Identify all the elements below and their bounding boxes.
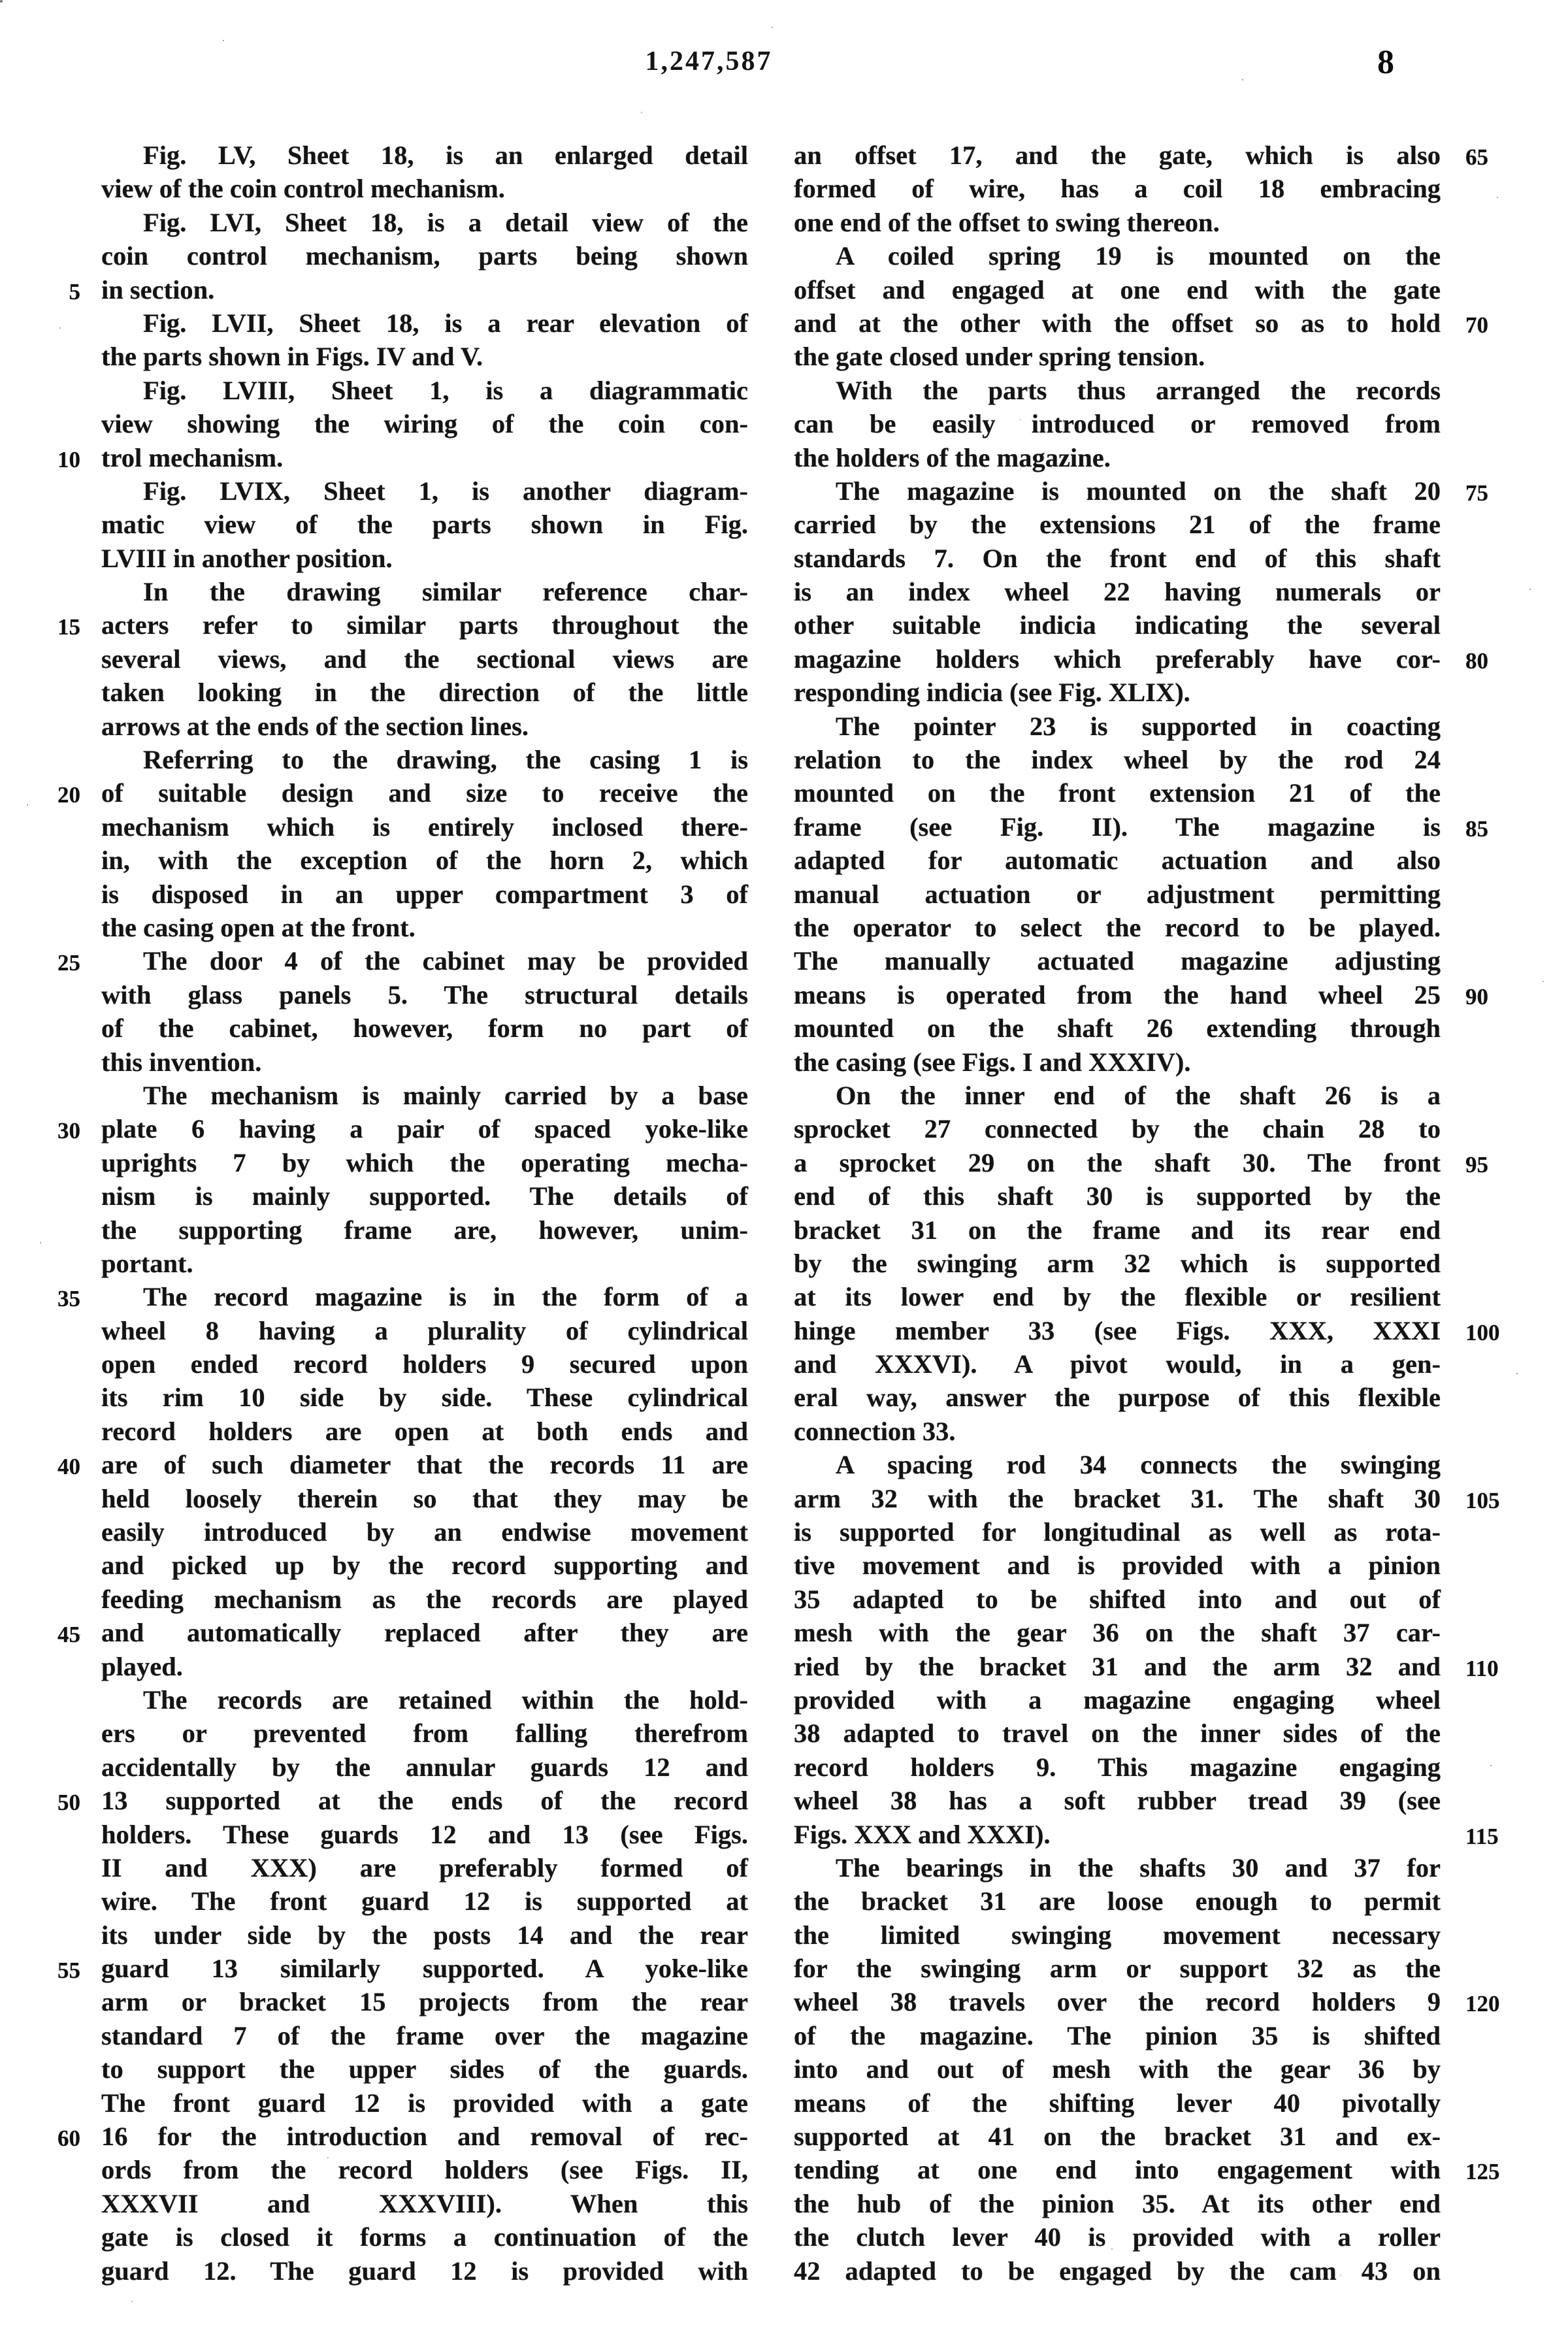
text-line	[794, 878, 1441, 911]
line-text: acters refer to similar parts throughout the	[101, 610, 748, 640]
line-text: easily introduced by an endwise movement	[101, 1517, 748, 1547]
text-line	[101, 2052, 748, 2086]
text-line	[101, 1583, 748, 1616]
line-text: The mechanism is mainly carried by a base	[143, 1080, 748, 1110]
text-line	[101, 743, 748, 776]
text-line	[101, 1314, 748, 1347]
text-line	[101, 1381, 748, 1414]
text-line	[794, 1146, 1488, 1179]
line-text: The records are retained within the hold-	[143, 1685, 748, 1715]
text-line	[57, 608, 748, 642]
line-number: 10	[57, 446, 80, 472]
line-text: ords from the record holders (see Figs. II,	[101, 2155, 748, 2185]
left-text-column	[57, 139, 748, 2288]
line-text: XXXVII and XXXVIII). When this	[101, 2188, 748, 2218]
line-text: guard 12. The guard 12 is provided with	[101, 2256, 748, 2286]
line-text: is supported for longitudinal as well as rota-	[794, 1517, 1441, 1547]
text-line	[57, 1784, 748, 1817]
line-text: The magazine is mounted on the shaft 20	[836, 476, 1441, 506]
text-line	[101, 1650, 748, 1683]
text-line	[794, 2120, 1441, 2153]
line-text: portant.	[101, 1248, 193, 1278]
text-line	[101, 508, 748, 541]
line-text: trol mechanism.	[101, 442, 284, 472]
text-line	[101, 1818, 748, 1851]
text-line	[794, 911, 1441, 944]
line-number: 80	[1465, 648, 1488, 674]
text-line	[101, 1918, 748, 1952]
text-line	[794, 1448, 1441, 1481]
text-line	[101, 575, 748, 608]
line-text: Referring to the drawing, the casing 1 is	[143, 745, 748, 775]
line-text: in section.	[101, 274, 215, 304]
line-text: The pointer 23 is supported in coacting	[836, 711, 1441, 741]
text-line	[794, 1415, 1441, 1448]
text-line	[69, 273, 748, 306]
line-text: record holders are open at both ends and	[101, 1416, 748, 1446]
line-text: wheel 38 has a soft rubber tread 39 (see	[794, 1786, 1441, 1816]
text-line	[794, 1851, 1441, 1884]
text-line	[101, 1985, 748, 2018]
text-line	[794, 2254, 1441, 2288]
text-line	[794, 340, 1441, 373]
line-text: ried by the bracket 31 and the arm 32 and	[794, 1651, 1441, 1681]
line-text: LVIII in another position.	[101, 543, 393, 573]
text-line	[101, 206, 748, 239]
line-number: 115	[1465, 1823, 1499, 1849]
text-line	[794, 306, 1488, 340]
text-line	[101, 1146, 748, 1179]
text-line	[57, 2120, 748, 2153]
line-text: is an index wheel 22 having numerals or	[794, 577, 1441, 607]
text-line	[794, 1818, 1499, 1851]
line-number: 110	[1465, 1655, 1499, 1681]
text-line	[794, 1381, 1441, 1414]
line-text: the hub of the pinion 35. At its other end	[794, 2188, 1441, 2218]
text-line	[794, 575, 1441, 608]
line-text: The record magazine is in the form of a	[143, 1282, 748, 1312]
line-text: guard 13 similarly supported. A yoke-like	[101, 1954, 748, 1984]
line-text: is disposed in an upper compartment 3 of	[101, 879, 748, 909]
text-line	[101, 642, 748, 676]
text-line	[101, 1011, 748, 1045]
line-text: at its lower end by the flexible or resilient	[794, 1282, 1441, 1312]
text-line	[101, 374, 748, 407]
line-text: mesh with the gear 36 on the shaft 37 car-	[794, 1618, 1441, 1648]
text-line	[57, 1280, 748, 1313]
text-line	[794, 508, 1441, 541]
text-line	[794, 944, 1441, 978]
line-text: of suitable design and size to receive the	[101, 778, 748, 808]
text-line	[794, 642, 1488, 676]
text-line	[101, 2187, 748, 2220]
text-line	[101, 878, 748, 911]
line-number: 15	[57, 614, 80, 640]
line-number: 50	[57, 1790, 80, 1816]
line-text: played.	[101, 1651, 183, 1681]
line-text: With the parts thus arranged the records	[836, 375, 1441, 405]
text-line	[794, 776, 1441, 810]
line-text: supported at 41 on the bracket 31 and ex-	[794, 2122, 1441, 2152]
line-text: the casing (see Figs. I and XXXIV).	[794, 1047, 1191, 1077]
text-line	[794, 474, 1488, 508]
line-text: frame (see Fig. II). The magazine is	[794, 812, 1441, 842]
text-line	[794, 1179, 1441, 1213]
line-number: 55	[57, 1958, 80, 1984]
text-line	[794, 1750, 1441, 1784]
line-text: formed of wire, has a coil 18 embracing	[794, 174, 1441, 204]
text-line	[101, 542, 748, 575]
line-text: eral way, answer the purpose of this flexible	[794, 1383, 1441, 1413]
text-line	[101, 1851, 748, 1884]
text-line	[57, 1112, 748, 1145]
line-text: and at the other with the offset so as to hold	[794, 308, 1441, 338]
line-text: Fig. LVIX, Sheet 1, is another diagram-	[143, 476, 748, 506]
line-number: 25	[57, 950, 80, 976]
text-line	[794, 844, 1441, 877]
text-line	[101, 1247, 748, 1280]
line-text: accidentally by the annular guards 12 and	[101, 1752, 748, 1782]
line-text: of the cabinet, however, form no part of	[101, 1013, 748, 1044]
text-line	[101, 139, 748, 172]
text-line	[101, 810, 748, 844]
line-text: means is operated from the hand wheel 25	[794, 979, 1441, 1010]
text-line	[101, 407, 748, 440]
line-text: provided with a magazine engaging wheel	[794, 1685, 1441, 1715]
line-text: magazine holders which preferably have cor-	[794, 644, 1441, 674]
line-text: wire. The front guard 12 is supported at	[101, 1886, 748, 1916]
line-text: gate is closed it forms a continuation of the	[101, 2222, 748, 2252]
line-text: means of the shifting lever 40 pivotally	[794, 2088, 1441, 2118]
text-line	[57, 441, 748, 474]
line-text: by the swinging arm 32 which is supported	[794, 1248, 1441, 1278]
line-text: coin control mechanism, parts being shown	[101, 241, 748, 271]
text-line	[101, 239, 748, 272]
line-text: wheel 38 travels over the record holders 9	[794, 1987, 1441, 2017]
line-text: In the drawing similar reference char-	[143, 577, 748, 607]
text-line	[794, 1952, 1441, 1985]
line-number: 125	[1465, 2159, 1500, 2185]
line-text: Fig. LVIII, Sheet 1, is a diagrammatic	[143, 375, 748, 405]
line-text: open ended record holders 9 secured upon	[101, 1349, 748, 1379]
line-text: bracket 31 on the frame and its rear end	[794, 1215, 1441, 1245]
text-line	[101, 1750, 748, 1784]
line-text: On the inner end of the shaft 26 is a	[836, 1080, 1441, 1110]
line-text: carried by the extensions 21 of the frame	[794, 510, 1441, 540]
line-text: feeding mechanism as the records are played	[101, 1584, 748, 1614]
text-line	[794, 273, 1441, 306]
text-line	[101, 1347, 748, 1381]
text-line	[101, 676, 748, 709]
line-text: can be easily introduced or removed from	[794, 409, 1441, 439]
text-line	[794, 978, 1488, 1011]
line-number: 105	[1465, 1487, 1500, 1513]
text-line	[794, 810, 1488, 844]
text-line	[794, 1784, 1441, 1817]
text-line	[101, 1213, 748, 1247]
line-text: hinge member 33 (see Figs. XXX, XXXI	[794, 1315, 1441, 1345]
line-text: the holders of the magazine.	[794, 442, 1111, 472]
text-line	[57, 1616, 748, 1649]
line-text: uprights 7 by which the operating mecha-	[101, 1147, 748, 1177]
line-text: II and XXX) are preferably formed of	[101, 1852, 748, 1882]
text-line	[794, 1079, 1441, 1112]
text-line	[101, 340, 748, 373]
text-line	[101, 306, 748, 340]
text-line	[794, 172, 1441, 205]
line-text: responding indicia (see Fig. XLIX).	[794, 678, 1190, 708]
line-text: the parts shown in Figs. IV and V.	[101, 342, 483, 372]
text-line	[101, 1415, 748, 1448]
line-number: 30	[57, 1118, 80, 1144]
text-line	[794, 710, 1441, 743]
page-number: 8	[1377, 44, 1394, 81]
line-number: 70	[1465, 312, 1488, 338]
line-number: 120	[1465, 1991, 1500, 2017]
line-number: 35	[57, 1286, 80, 1312]
line-number: 100	[1465, 1319, 1500, 1345]
line-text: this invention.	[101, 1047, 262, 1077]
text-line	[794, 374, 1441, 407]
line-number: 5	[69, 278, 80, 304]
line-text: to support the upper sides of the guards.	[101, 2054, 748, 2084]
line-text: the casing open at the front.	[101, 912, 416, 942]
patent-number: 1,247,587	[645, 46, 773, 76]
line-text: The bearings in the shafts 30 and 37 for	[836, 1852, 1441, 1882]
text-line	[794, 2220, 1441, 2254]
text-line	[794, 2187, 1441, 2220]
line-text: manual actuation or adjustment permitting	[794, 879, 1441, 909]
line-text: 35 adapted to be shifted into and out of	[794, 1584, 1441, 1614]
text-line	[794, 2086, 1441, 2120]
line-text: plate 6 having a pair of spaced yoke-like	[101, 1114, 748, 1144]
text-line	[101, 474, 748, 508]
line-text: ers or prevented from falling therefrom	[101, 1718, 748, 1749]
text-line	[794, 1213, 1441, 1247]
text-line	[57, 1952, 748, 1985]
text-line	[101, 1482, 748, 1515]
text-line	[101, 2153, 748, 2186]
line-number: 40	[57, 1454, 80, 1480]
line-text: its rim 10 side by side. These cylindrical	[101, 1383, 748, 1413]
text-line	[794, 1247, 1441, 1280]
line-text: Figs. XXX and XXXI).	[794, 1819, 1051, 1849]
line-text: the gate closed under spring tension.	[794, 342, 1205, 372]
line-text: Fig. LVI, Sheet 18, is a detail view of the	[143, 207, 748, 237]
line-text: relation to the index wheel by the rod 24	[794, 745, 1441, 775]
line-text: standards 7. On the front end of this shaft	[794, 543, 1441, 573]
line-number: 95	[1465, 1151, 1488, 1177]
line-text: into and out of mesh with the gear 36 by	[794, 2054, 1441, 2084]
line-text: mechanism which is entirely inclosed there-	[101, 812, 748, 842]
text-line	[794, 1112, 1441, 1145]
text-line	[794, 676, 1441, 709]
line-text: in, with the exception of the horn 2, which	[101, 846, 748, 876]
line-text: mounted on the shaft 26 extending through	[794, 1013, 1441, 1044]
text-line	[794, 441, 1441, 474]
text-line	[101, 172, 748, 205]
line-text: and XXXVI). A pivot would, in a gen-	[794, 1349, 1441, 1379]
line-text: connection 33.	[794, 1416, 956, 1446]
line-text: arm or bracket 15 projects from the rear	[101, 1987, 748, 2017]
text-line	[101, 2254, 748, 2288]
text-line	[794, 1549, 1441, 1582]
text-line	[794, 1683, 1441, 1717]
text-line	[794, 407, 1441, 440]
text-line	[794, 1011, 1441, 1045]
text-line	[794, 1280, 1441, 1313]
line-text: record holders 9. This magazine engaging	[794, 1752, 1441, 1782]
text-line	[794, 1918, 1441, 1952]
line-text: tending at one end into engagement with	[794, 2155, 1441, 2185]
line-number: 60	[57, 2126, 80, 2152]
line-text: view showing the wiring of the coin con-	[101, 409, 748, 439]
line-text: 42 adapted to be engaged by the cam 43 on	[794, 2256, 1441, 2286]
line-number: 85	[1465, 815, 1488, 842]
line-text: arm 32 with the bracket 31. The shaft 30	[794, 1483, 1441, 1513]
line-text: A spacing rod 34 connects the swinging	[836, 1450, 1441, 1480]
line-text: with glass panels 5. The structural details	[101, 979, 748, 1010]
line-text: tive movement and is provided with a pinion	[794, 1551, 1441, 1581]
text-line	[101, 1884, 748, 1918]
line-text: other suitable indicia indicating the several	[794, 610, 1441, 640]
text-line	[101, 978, 748, 1011]
text-line	[101, 2019, 748, 2052]
text-line	[101, 1079, 748, 1112]
line-text: adapted for automatic actuation and also	[794, 846, 1441, 876]
line-text: for the swinging arm or support 32 as the	[794, 1954, 1441, 1984]
text-line	[101, 911, 748, 944]
line-text: wheel 8 having a plurality of cylindrical	[101, 1315, 748, 1345]
line-text: one end of the offset to swing thereon.	[794, 207, 1220, 237]
line-text: Fig. LV, Sheet 18, is an enlarged detail	[143, 140, 748, 170]
line-text: 38 adapted to travel on the inner sides of the	[794, 1718, 1441, 1749]
line-text: held loosely therein so that they may be	[101, 1483, 748, 1513]
line-text: its under side by the posts 14 and the rear	[101, 1920, 748, 1950]
line-text: the clutch lever 40 is provided with a roller	[794, 2222, 1441, 2252]
line-text: are of such diameter that the records 11 are	[101, 1450, 748, 1480]
text-line	[794, 139, 1488, 172]
line-text: A coiled spring 19 is mounted on the	[836, 241, 1441, 271]
line-text: standard 7 of the frame over the magazine	[101, 2020, 748, 2050]
line-text: taken looking in the direction of the little	[101, 678, 748, 708]
line-text: the supporting frame are, however, unim-	[101, 1215, 748, 1245]
text-line	[794, 1045, 1441, 1079]
text-line	[101, 710, 748, 743]
line-text: the bracket 31 are loose enough to permit	[794, 1886, 1441, 1916]
text-line	[794, 206, 1441, 239]
line-text: and automatically replaced after they are	[101, 1618, 748, 1648]
text-line	[101, 844, 748, 877]
line-text: Fig. LVII, Sheet 18, is a rear elevation of	[143, 308, 748, 338]
text-line	[101, 2086, 748, 2120]
line-text: 13 supported at the ends of the record	[101, 1786, 748, 1816]
text-line	[794, 542, 1441, 575]
text-line	[57, 776, 748, 810]
line-number: 45	[57, 1622, 80, 1648]
text-line	[794, 2052, 1441, 2086]
text-line	[101, 2220, 748, 2254]
line-text: mounted on the front extension 21 of the	[794, 778, 1441, 808]
text-line	[794, 1482, 1500, 1515]
text-line	[794, 1717, 1441, 1750]
text-line	[794, 1314, 1500, 1347]
text-line	[794, 1650, 1499, 1683]
line-text: nism is mainly supported. The details of	[101, 1181, 748, 1211]
text-line	[101, 1683, 748, 1717]
line-number: 90	[1465, 983, 1488, 1010]
line-text: 16 for the introduction and removal of rec-	[101, 2122, 748, 2152]
text-line	[101, 1179, 748, 1213]
line-text: holders. These guards 12 and 13 (see Figs.	[101, 1819, 748, 1849]
text-line	[101, 1717, 748, 1750]
line-number: 75	[1465, 480, 1488, 506]
line-text: and picked up by the record supporting and	[101, 1551, 748, 1581]
line-text: matic view of the parts shown in Fig.	[101, 510, 748, 540]
text-line	[794, 1515, 1441, 1549]
text-line	[794, 2019, 1441, 2052]
text-line	[101, 1045, 748, 1079]
text-line	[794, 1985, 1500, 2018]
text-line	[794, 1347, 1441, 1381]
text-line	[57, 944, 748, 978]
line-text: several views, and the sectional views are	[101, 644, 748, 674]
text-line	[101, 1549, 748, 1582]
text-line	[794, 608, 1441, 642]
text-line	[794, 239, 1441, 272]
line-text: the limited swinging movement necessary	[794, 1920, 1441, 1950]
text-line	[794, 743, 1441, 776]
line-text: offset and engaged at one end with the gate	[794, 274, 1441, 304]
line-number: 20	[57, 782, 80, 808]
line-text: end of this shaft 30 is supported by the	[794, 1181, 1441, 1211]
text-line	[57, 1448, 748, 1481]
line-text: sprocket 27 connected by the chain 28 to	[794, 1114, 1441, 1144]
text-line	[794, 1583, 1441, 1616]
text-line	[794, 2153, 1500, 2186]
text-line	[101, 1515, 748, 1549]
line-text: a sprocket 29 on the shaft 30. The front	[794, 1147, 1441, 1177]
line-text: The door 4 of the cabinet may be provided	[143, 946, 748, 976]
line-text: the operator to select the record to be played.	[794, 912, 1441, 942]
line-number: 65	[1465, 144, 1488, 170]
line-text: of the magazine. The pinion 35 is shifted	[794, 2020, 1441, 2050]
text-line	[794, 1616, 1441, 1649]
line-text: an offset 17, and the gate, which is also	[794, 140, 1441, 170]
line-text: view of the coin control mechanism.	[101, 174, 505, 204]
line-text: The manually actuated magazine adjusting	[794, 946, 1441, 976]
text-line	[794, 1884, 1441, 1918]
line-text: The front guard 12 is provided with a gate	[101, 2088, 748, 2118]
line-text: arrows at the ends of the section lines.	[101, 711, 529, 741]
right-text-column	[794, 139, 1500, 2288]
